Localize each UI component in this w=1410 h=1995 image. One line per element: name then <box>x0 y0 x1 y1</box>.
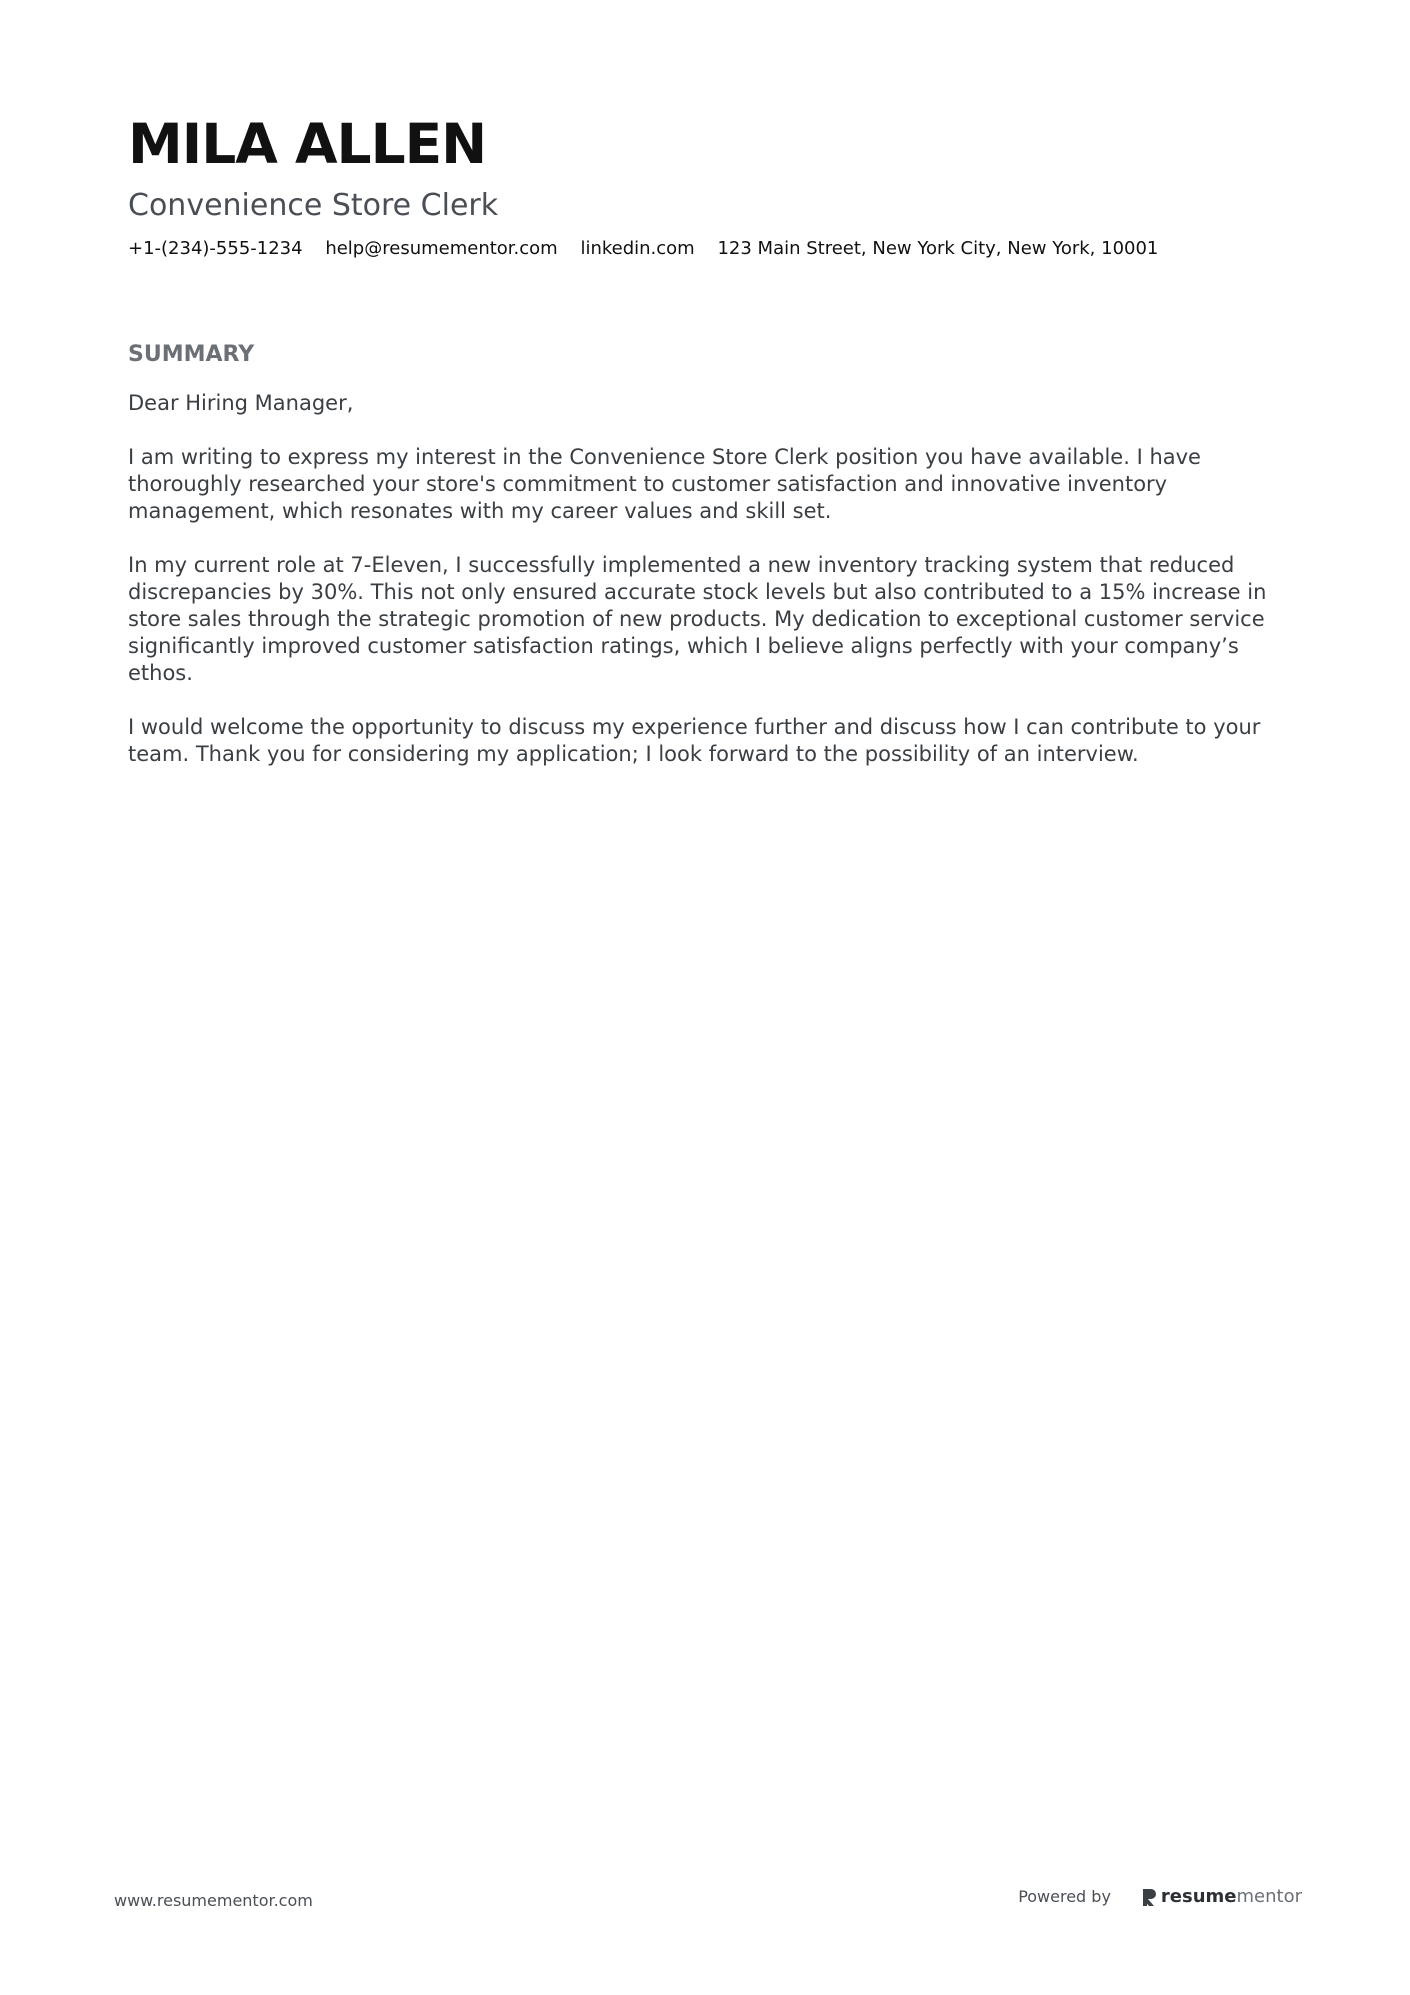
contact-address: 123 Main Street, New York City, New York, 10001 <box>717 238 1159 259</box>
job-title: Convenience Store Clerk <box>128 188 499 223</box>
body-paragraph: In my current role at 7-Eleven, I successfully implemented a new inventory tracking system that reduced discrepancies by 30%. This not only ensured accurate stock levels but also contributed to a 15% increase in store sales through the strategic promotion of new products. My dedication to exceptional customer service significantly improved customer satisfaction ratings, which I believe aligns perfectly with your company’s ethos. <box>128 553 1267 685</box>
header <box>128 108 1288 262</box>
contact-phone: +1-(234)-555-1234 <box>128 238 303 259</box>
contact-line <box>128 236 1288 262</box>
logo-text-bold: resume <box>1160 1886 1237 1907</box>
resumementor-logo-icon <box>1141 1887 1157 1907</box>
summary-section <box>128 340 1288 795</box>
contact-linkedin: linkedin.com <box>580 238 695 259</box>
applicant-name: MILA ALLEN <box>128 112 487 176</box>
logo-text-light: mentor <box>1236 1886 1302 1907</box>
footer-branding <box>1018 1886 1302 1907</box>
footer-website: www.resumementor.com <box>114 1891 313 1910</box>
powered-by-label: Powered by <box>1018 1887 1111 1906</box>
contact-email: help@resumementor.com <box>325 238 558 259</box>
body-paragraph: I am writing to express my interest in the Convenience Store Clerk position you have available. I have thoroughly researched your store's commitment to customer satisfaction and innovative inventory management, which resonates with my career values and skill set. <box>128 445 1201 523</box>
section-heading: SUMMARY <box>128 342 255 367</box>
resumementor-logo <box>1141 1886 1302 1907</box>
body-paragraph: I would welcome the opportunity to discuss my experience further and discuss how I can contribute to your team. Thank you for considering my application; I look forward to the possibility of an interview. <box>128 715 1261 766</box>
salutation: Dear Hiring Manager, <box>128 391 354 415</box>
